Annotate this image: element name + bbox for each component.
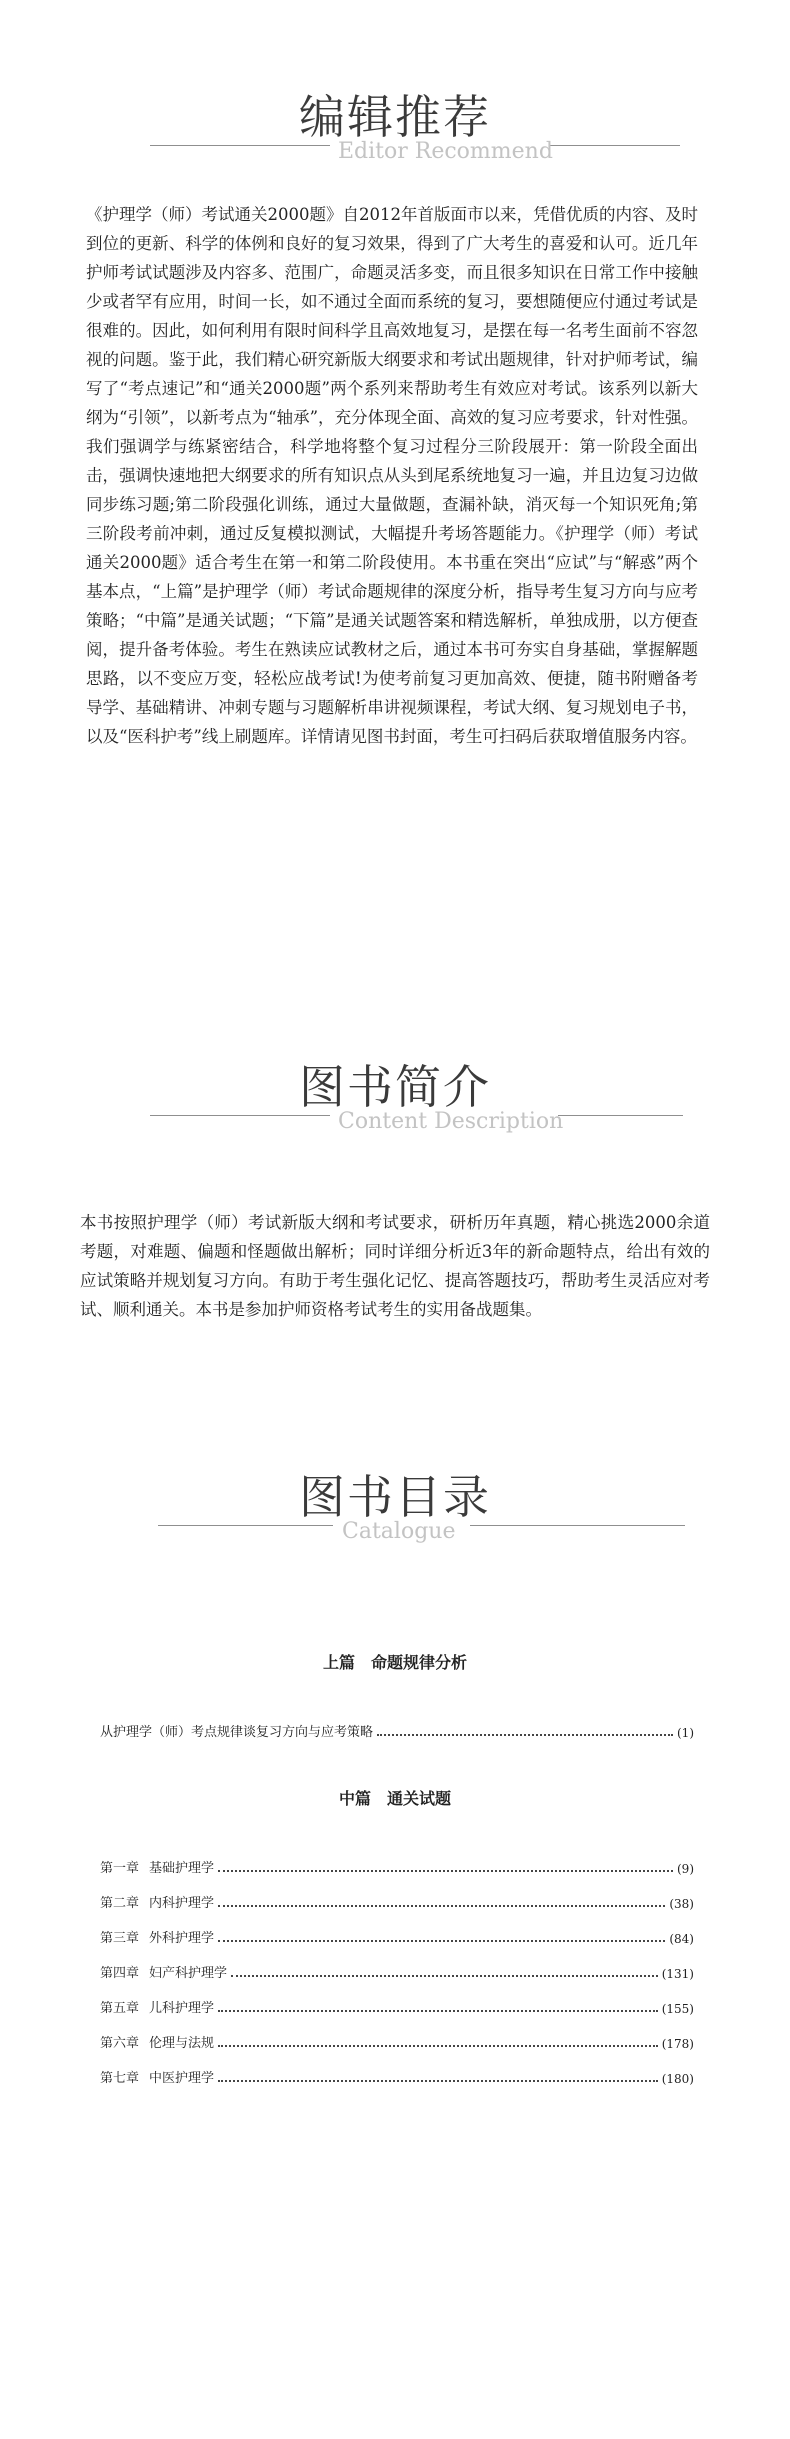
toc-page: (155) — [661, 2002, 694, 2016]
toc-row-chapter-3[interactable] — [100, 1922, 694, 1946]
toc-label: 基础护理学 — [149, 1861, 215, 1876]
toc-chapter-number: 第五章 — [100, 2001, 140, 2016]
toc-leader-dots — [218, 2079, 658, 2082]
toc-page: (180) — [661, 2072, 694, 2086]
toc-label: 中医护理学 — [149, 2071, 215, 2086]
toc-chapter-number: 第二章 — [100, 1896, 140, 1911]
toc-label: 内科护理学 — [149, 1896, 215, 1911]
toc-chapter-number: 第六章 — [100, 2036, 140, 2051]
content-description-subtitle: Content Description — [338, 1109, 564, 1134]
toc-chapter-number: 第七章 — [100, 2071, 140, 2086]
part2-title: 中篇 通关试题 — [338, 1789, 451, 1808]
toc-chapter-number: 第四章 — [100, 1966, 140, 1981]
editor-recommend-header — [0, 88, 790, 178]
catalogue-subtitle: Catalogue — [342, 1519, 456, 1544]
toc-leader-dots — [231, 1974, 658, 1977]
toc-page: (38) — [669, 1897, 694, 1911]
header-rule-left — [158, 1525, 333, 1526]
header-rule-left — [150, 1115, 330, 1116]
content-description-header — [0, 1058, 790, 1148]
editor-recommend-title: 编辑推荐 — [299, 90, 491, 144]
toc-page: (9) — [677, 1862, 694, 1876]
content-description-title: 图书简介 — [299, 1060, 491, 1114]
toc-leader-dots — [377, 1733, 673, 1736]
toc-row-chapter-1[interactable] — [100, 1852, 694, 1876]
toc-page: (178) — [661, 2037, 694, 2051]
catalogue-title: 图书目录 — [299, 1470, 491, 1524]
toc-leader-dots — [218, 2009, 658, 2012]
toc-label: 儿科护理学 — [149, 2001, 215, 2016]
editor-recommend-paragraph: 《护理学（师）考试通关2000题》自2012年首版面市以来，凭借优质的内容、及时到位的更新、科学的体例和良好的复习效果，得到了广大考生的喜爱和认可。近几年护师考试试题涉及内容多、范围广，命题灵活多变，而且很多知识在日常工作中接触少或者罕有应用，时间一长，如不通过全面而系统的复习，要想随便应付通过考试是很难的。因此，如何利用有限时间科学且高效地复习，是摆在每一名考生面前不容忽视的问题。鉴于此，我们精心研究新版大纲要求和考试出题规律，针对护师考试，编写了“考点速记”和“通关2000题”两个系列来帮助考生有效应对考试。该系列以新大纲为“引领”，以新考点为“轴承”，充分体现全面、高效的复习应考要求，针对性强。我们强调学与练紧密结合，科学地将整个复习过程分三阶段展开：第一阶段全面出击，强调快速地把大纲要求的所有知识点从头到尾系统地复习一遍，并且边复习边做同步练习题;第二阶段强化训练，通过大量做题，查漏补缺，消灭每一个知识死角;第三阶段考前冲刺，通过反复模拟测试，大幅提升考场答题能力。《护理学（师）考试通关2000题》适合考生在第一和第二阶段使用。本书重在突出“应试”与“解惑”两个基本点，“上篇”是护理学（师）考试命题规律的深度分析，指导考生复习方向与应考策略；“中篇”是通关试题；“下篇”是通关试题答案和精选解析，单独成册，以方便查阅，提升备考体验。考生在熟读应试教材之后，通过本书可夯实自身基础，掌握解题思路，以不变应万变，轻松应战考试!为使考前复习更加高效、便捷，随书附赠备考导学、基础精讲、冲刺专题与习题解析串讲视频课程，考试大纲、复习规划电子书，以及“医科护考”线上刷题库。详情请见图书封面，考生可扫码后获取增值服务内容。 — [86, 205, 698, 746]
toc-label: 伦理与法规 — [149, 2036, 215, 2051]
toc-row-chapter-7[interactable] — [100, 2062, 694, 2086]
toc-leader-dots — [218, 2044, 658, 2047]
catalogue-header — [0, 1468, 790, 1558]
toc-page: (1) — [677, 1726, 694, 1740]
toc-leader-dots — [218, 1904, 665, 1907]
header-rule-right — [470, 1525, 685, 1526]
header-rule-left — [150, 145, 330, 146]
toc-row-chapter-5[interactable] — [100, 1992, 694, 2016]
toc-page: (131) — [661, 1967, 694, 1981]
toc-label: 妇产科护理学 — [149, 1966, 228, 1981]
toc-row-part1[interactable] — [100, 1716, 694, 1740]
toc-row-chapter-2[interactable] — [100, 1887, 694, 1911]
toc-leader-dots — [218, 1869, 673, 1872]
header-rule-right — [550, 145, 680, 146]
part1-title: 上篇 命题规律分析 — [322, 1653, 467, 1672]
toc-page: (84) — [669, 1932, 694, 1946]
toc-label: 从护理学（师）考点规律谈复习方向与应考策略 — [100, 1725, 374, 1740]
toc-chapter-number: 第三章 — [100, 1931, 140, 1946]
toc-label: 外科护理学 — [149, 1931, 215, 1946]
toc-chapter-number: 第一章 — [100, 1861, 140, 1876]
editor-recommend-subtitle: Editor Recommend — [338, 139, 553, 164]
header-rule-right — [558, 1115, 683, 1116]
toc-row-chapter-4[interactable] — [100, 1957, 694, 1981]
content-description-paragraph: 本书按照护理学（师）考试新版大纲和考试要求，研析历年真题，精心挑选2000余道考题，对难题、偏题和怪题做出解析；同时详细分析近3年的新命题特点，给出有效的应试策略并规划复习方向。有助于考生强化记忆、提高答题技巧，帮助考生灵活应对考试、顺利通关。本书是参加护师资格考试考生的实用备战题集。 — [80, 1213, 710, 1319]
toc-row-chapter-6[interactable] — [100, 2027, 694, 2051]
toc-leader-dots — [218, 1939, 665, 1942]
